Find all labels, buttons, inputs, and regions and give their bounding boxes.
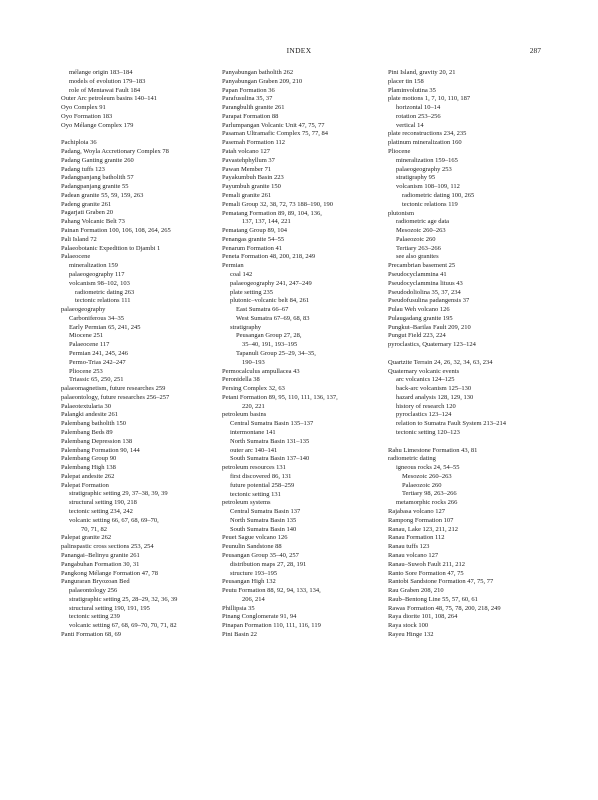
index-entry: Peusangan Group 27, 28,	[236, 332, 302, 340]
index-entry: Parapat Formation 88	[222, 112, 279, 120]
index-entry: Pahang Volcanic Belt 73	[61, 218, 125, 226]
index-entry: Pematang Group 89, 104	[222, 227, 287, 235]
index-entry: Permocalculus ampullacea 43	[222, 367, 300, 375]
index-entry: Mesozoic 260–263	[402, 472, 452, 480]
index-entry: Pulaugadang granite 195	[388, 314, 453, 322]
index-entry: Palaeocene 117	[69, 341, 110, 349]
index-entry: Padeng granite 261	[61, 200, 112, 208]
index-entry: igneous rocks 24, 54–55	[396, 464, 460, 472]
index-entry: Padangpanjang batholith 57	[61, 174, 134, 182]
index-entry: 35–40, 191, 193–195	[242, 341, 298, 349]
index-entry: Outer Arc petroleum basins 140–141	[61, 95, 158, 103]
index-entry: Phillipsia 35	[222, 604, 255, 612]
index-entry: East Sumatra 66–67	[236, 306, 289, 314]
index-entry: Miocene 251	[69, 332, 104, 340]
index-entry: horizontal 10–14	[396, 104, 441, 112]
index-entry: Panyabungan Graben 209, 210	[222, 77, 303, 85]
index-entry: Plaminvolutina 35	[388, 86, 436, 94]
index-entry: Pematang Formation 89, 89, 104, 136,	[222, 209, 322, 217]
index-entry: mineralization 159	[69, 262, 118, 270]
index-entry: Palepat Formation	[61, 481, 109, 489]
index-entry: 70, 71, 82	[81, 525, 107, 533]
index-entry: Permian 241, 245, 246	[69, 349, 129, 357]
index-entry: Raya stock 100	[388, 622, 429, 630]
index-entry: Panti Formation 68, 69	[61, 630, 121, 638]
index-entry: petroleum systems	[222, 499, 271, 507]
index-entry: plutonic–volcanic belt 84, 261	[230, 297, 310, 305]
index-entry: Palembang Group 90	[61, 455, 117, 463]
index-entry: Pemali granite 261	[222, 191, 272, 199]
index-entry: tectonic setting 239	[69, 613, 120, 621]
index-entry: Oyo Mélange Complex 179	[61, 121, 134, 129]
index-column-3	[388, 69, 548, 640]
index-entry: Quartzite Terrain 24, 26, 32, 34, 63, 234	[388, 358, 493, 366]
index-entry: Peronidella 38	[222, 376, 260, 384]
index-entry: Panyabungan batholith 262	[222, 69, 294, 76]
index-entry: stratigraphic setting 25, 28–29, 32, 36, 39	[69, 595, 178, 603]
index-entry: petroleum resources 131	[222, 464, 286, 472]
index-entry: Pasemah Formation 112	[222, 139, 285, 147]
index-entry: Papan Formation 36	[222, 86, 275, 94]
running-title: INDEX	[286, 46, 312, 55]
index-entry: Palaeozoic 260	[402, 481, 442, 489]
index-entry: Pseudocyclammina lituus 43	[388, 279, 463, 287]
index-entry: Penangas granite 54–55	[222, 235, 285, 243]
index-entry: mélange origin 183–184	[69, 69, 133, 76]
index-entry: stratigraphic setting 29, 37–38, 39, 39	[69, 490, 168, 498]
index-entry: outer arc 140–141	[230, 446, 278, 454]
index-entry: Padangpanjang granite 55	[61, 183, 129, 191]
index-entry: Pachiploia 36	[61, 139, 97, 147]
index-entry: Pseudodoliolina 35, 37, 234	[388, 288, 461, 296]
index-entry: Ranau Formation 112	[388, 534, 445, 542]
index-entry: pyroclastics 123–124	[396, 411, 452, 419]
page-number: 287	[529, 46, 541, 55]
index-entry: platinum mineralization 160	[388, 139, 462, 147]
index-entry: Palembang Formation 90, 144	[61, 446, 140, 454]
index-entry: Padean granite 55, 59, 159, 263	[61, 191, 144, 199]
index-entry: Rahu Limestone Formation 43, 81	[388, 446, 478, 454]
index-entry: palaeontology 256	[69, 587, 118, 595]
index-entry: radiometric dating 263	[75, 288, 135, 296]
index-spacer	[388, 438, 548, 447]
index-entry: Panangai–Belinyu granite 261	[61, 551, 140, 559]
index-entry: Rau Graben 208, 210	[388, 587, 444, 595]
index-entry: Ranto Sore Formation 47, 75	[388, 569, 464, 577]
index-entry: Rayeu Hinge 132	[388, 630, 434, 638]
index-entry: back-arc volcanism 125–130	[396, 385, 472, 393]
index-entry: Palepat andesite 262	[61, 472, 115, 480]
index-entry: 220, 221	[242, 402, 265, 410]
index-entry: Pawan Member 71	[222, 165, 272, 173]
index-entry: Early Permian 65, 241, 245	[69, 323, 141, 331]
index-entry: see also granites	[396, 253, 439, 261]
index-entry: palaeogeography 117	[69, 270, 125, 278]
index-entry: Pini Island, gravity 20, 21	[388, 69, 456, 76]
index-entry: history of research 120	[396, 402, 456, 410]
index-entry: Ranau, Lake 123, 211, 212	[388, 525, 458, 533]
index-entry: Ranau–Suwoh Fault 211, 212	[388, 560, 466, 568]
index-entry: Payumbuh granite 150	[222, 183, 281, 191]
index-entry: Peneta Formation 48, 200, 218, 249	[222, 253, 316, 261]
index-entry: rotation 253–256	[396, 112, 441, 120]
index-entry: Permian	[222, 262, 244, 270]
index-entry: Persing Complex 32, 63	[222, 385, 285, 393]
index-entry: Peunulin Sandstone 88	[222, 543, 282, 551]
index-column-1	[61, 69, 211, 640]
index-entry: Pungut Field 223, 224	[388, 332, 446, 340]
index-entry: Tertiary 98, 263–266	[402, 490, 457, 498]
index-entry: Palaeotextularia 30	[61, 402, 111, 410]
index-entry: Rajabasa volcano 127	[388, 508, 446, 516]
index-entry: volcanism 108–109, 112	[396, 183, 460, 191]
index-entry: Ranau tuffs 123	[388, 543, 430, 551]
index-entry: Central Sumatra Basin 137	[230, 508, 301, 516]
index-entry: Central Sumatra Basin 135–137	[230, 420, 314, 428]
index-entry: hazard analysis 128, 129, 130	[396, 393, 474, 401]
index-entry: tectonic setting 234, 242	[69, 508, 133, 516]
index-entry: future potential 258–259	[230, 481, 295, 489]
index-entry: radiometric dating	[388, 455, 436, 463]
index-entry: plate setting 235	[230, 288, 273, 296]
index-entry: structural setting 190, 218	[69, 499, 137, 507]
index-entry: Petani Formation 89, 95, 110, 111, 136, 137,	[222, 393, 338, 401]
index-entry: Carboniferous 34–35	[69, 314, 125, 322]
index-spacer	[61, 130, 211, 139]
index-entry: petroleum basins	[222, 411, 267, 419]
index-entry: 190–193	[242, 358, 265, 366]
index-spacer	[388, 350, 548, 359]
page-header	[0, 46, 598, 58]
index-entry: pyroclastics, Quaternary 123–124	[388, 341, 476, 349]
index-entry: first discovered 86, 131	[230, 472, 292, 480]
index-entry: stratigraphy 95	[396, 174, 436, 182]
index-entry: vertical 14	[396, 121, 424, 129]
index-entry: Rampong Formation 107	[388, 516, 454, 524]
index-entry: Permo-Trias 242–247	[69, 358, 126, 366]
index-entry: radiometric dating 100, 265	[402, 191, 475, 199]
index-entry: Parangbulih granite 261	[222, 104, 285, 112]
index-entry: Palembang batholith 150	[61, 420, 126, 428]
index-entry: Pseudofusulina padangensis 37	[388, 297, 470, 305]
index-entry: intermontane 141	[230, 429, 276, 437]
index-entry: Oyo Formation 183	[61, 112, 113, 120]
index-entry: South Sumatra Basin 140	[230, 525, 297, 533]
index-entry: Pemali Group 32, 38, 72, 73 188–190, 190	[222, 200, 334, 208]
index-entry: Pali Island 72	[61, 235, 97, 243]
index-entry: Palaeobotanic Expedition to Djambi 1	[61, 244, 161, 252]
index-entry: Raya diorite 101, 108, 264	[388, 613, 458, 621]
index-entry: palaeogeography	[61, 306, 106, 314]
index-entry: tectonic setting 131	[230, 490, 281, 498]
index-entry: palinspastic cross sections 253, 254	[61, 543, 154, 551]
index-entry: tectonic relations 119	[402, 200, 458, 208]
index-entry: Pangkong Mélange Formation 47, 78	[61, 569, 158, 577]
index-entry: structural setting 190, 191, 195	[69, 604, 150, 612]
index-entry: palaeontology, future researches 256–257	[61, 393, 170, 401]
index-entry: Palaeocene	[61, 253, 91, 261]
index-entry: Quaternary volcanic events	[388, 367, 460, 375]
index-entry: structure 193–195	[230, 569, 278, 577]
index-entry: Padang Ganting granite 260	[61, 156, 134, 164]
index-entry: Parafusulina 35, 37	[222, 95, 273, 103]
index-entry: Padang, Woyla Accretionary Complex 78	[61, 148, 169, 156]
index-entry: Pagarjati Graben 20	[61, 209, 113, 217]
index-entry: Ranau volcano 127	[388, 551, 439, 559]
index-entry: Payakumbuh Basin 223	[222, 174, 284, 182]
index-entry: Pinapan Formation 110, 111, 116, 119	[222, 622, 321, 630]
index-entry: Rantobi Sandstone Formation 47, 75, 77	[388, 578, 494, 586]
index-entry: Tapanuli Group 25–29, 34–35,	[236, 350, 316, 357]
index-entry: Pavastehphyllum 37	[222, 156, 275, 164]
index-entry: Palembang Beds 89	[61, 429, 113, 437]
index-entry: Peutu Formation 88, 92, 94, 133, 134,	[222, 587, 321, 595]
index-entry: Pulau Weh volcano 126	[388, 306, 450, 314]
index-entry: Pasaman Ultramafic Complex 75, 77, 84	[222, 130, 328, 138]
index-entry: palaeomagnetism, future researches 259	[61, 385, 166, 393]
index-entry: Pseudocyclammina 41	[388, 270, 447, 278]
index-entry: plate reconstructions 234, 235	[388, 130, 467, 138]
index-column-2	[222, 69, 382, 640]
index-entry: North Sumatra Basin 131–135	[230, 437, 310, 445]
index-entry: Mesozoic 260–263	[396, 227, 446, 235]
index-entry: Oyo Complex 91	[61, 104, 106, 112]
index-entry: Peusangan High 132	[222, 578, 276, 586]
index-entry: Peuet Sague volcano 126	[222, 534, 288, 542]
index-entry: Triassic 65, 250, 251	[69, 376, 124, 384]
index-entry: Palembang High 138	[61, 464, 116, 472]
index-entry: radiometric age data	[396, 218, 450, 226]
index-entry: Tertiary 263–266	[396, 244, 441, 252]
index-entry: North Sumatra Basin 135	[230, 516, 297, 524]
index-entry: mineralization 159–165	[396, 156, 458, 164]
index-entry: Parlumpangan Volcanic Unit 47, 75, 77	[222, 121, 325, 129]
index-entry: placer tin 158	[388, 77, 424, 85]
index-entry: volcanism 98–102, 103	[69, 279, 130, 287]
index-entry: Palembang Depression 138	[61, 437, 133, 445]
index-entry: tectonic relations 111	[75, 297, 131, 305]
index-entry: palaeogeography 253	[396, 165, 452, 173]
index-entry: Rawas Formation 48, 75, 78, 200, 218, 249	[388, 604, 501, 612]
index-entry: Penarum Formation 41	[222, 244, 282, 252]
index-entry: South Sumatra Basin 137–140	[230, 455, 310, 463]
index-entry: Padang tuffs 123	[61, 165, 105, 173]
index-entry: volcanic setting 66, 67, 68, 69–70,	[69, 516, 159, 524]
index-entry: Peusangan Group 35–40, 257	[222, 551, 299, 559]
index-entry: relation to Sumatra Fault System 213–214	[396, 420, 506, 428]
index-entry: metamorphic rocks 266	[396, 499, 458, 507]
index-entry: Palaeozoic 260	[396, 235, 436, 243]
index-entry: palaeogeography 241, 247–249	[230, 279, 312, 287]
index-entry: Pangabuhan Formation 30, 31	[61, 560, 140, 568]
index-entry: Pini Basin 22	[222, 631, 258, 638]
index-entry: distribution maps 27, 28, 191	[230, 560, 307, 568]
index-entry: Patah volcano 127	[222, 148, 271, 156]
index-entry: volcanic setting 67, 68, 69–70, 70, 71, 82	[69, 622, 177, 630]
index-entry: role of Mentawai Fault 184	[69, 86, 141, 94]
index-entry: Palepat granite 262	[61, 534, 112, 542]
index-entry: Palangki andesite 261	[61, 411, 119, 419]
index-entry: models of evolution 179–183	[69, 77, 146, 85]
index-entry: Painan Formation 100, 106, 108, 264, 265	[61, 227, 171, 235]
index-entry: arc volcanics 124–125	[396, 376, 455, 384]
index-entry: Pliocene 253	[69, 367, 103, 375]
index-entry: coal 142	[230, 270, 253, 278]
index-entry: Pinang Conglomerate 91, 94	[222, 613, 297, 621]
index-entry: 206, 214	[242, 595, 265, 603]
index-entry: plate motions 1, 7, 10, 110, 187	[388, 95, 471, 103]
index-entry: 137, 137, 144, 221	[242, 218, 291, 226]
index-entry: stratigraphy	[230, 323, 262, 331]
index-entry: West Sumatra 67–69, 68, 83	[236, 314, 310, 322]
index-entry: Panguraran Bryozoan Bed	[61, 578, 130, 586]
index-entry: tectonic setting 120–123	[396, 429, 460, 437]
index-entry: Pliocene	[388, 148, 411, 156]
index-entry: plutonism	[388, 209, 415, 217]
index-entry: Precambrian basement 25	[388, 262, 456, 270]
index-entry: Pungkut–Barilas Fault 209, 210	[388, 323, 471, 331]
index-entry: Raub–Bentong Line 55, 57, 60, 61	[388, 595, 478, 603]
